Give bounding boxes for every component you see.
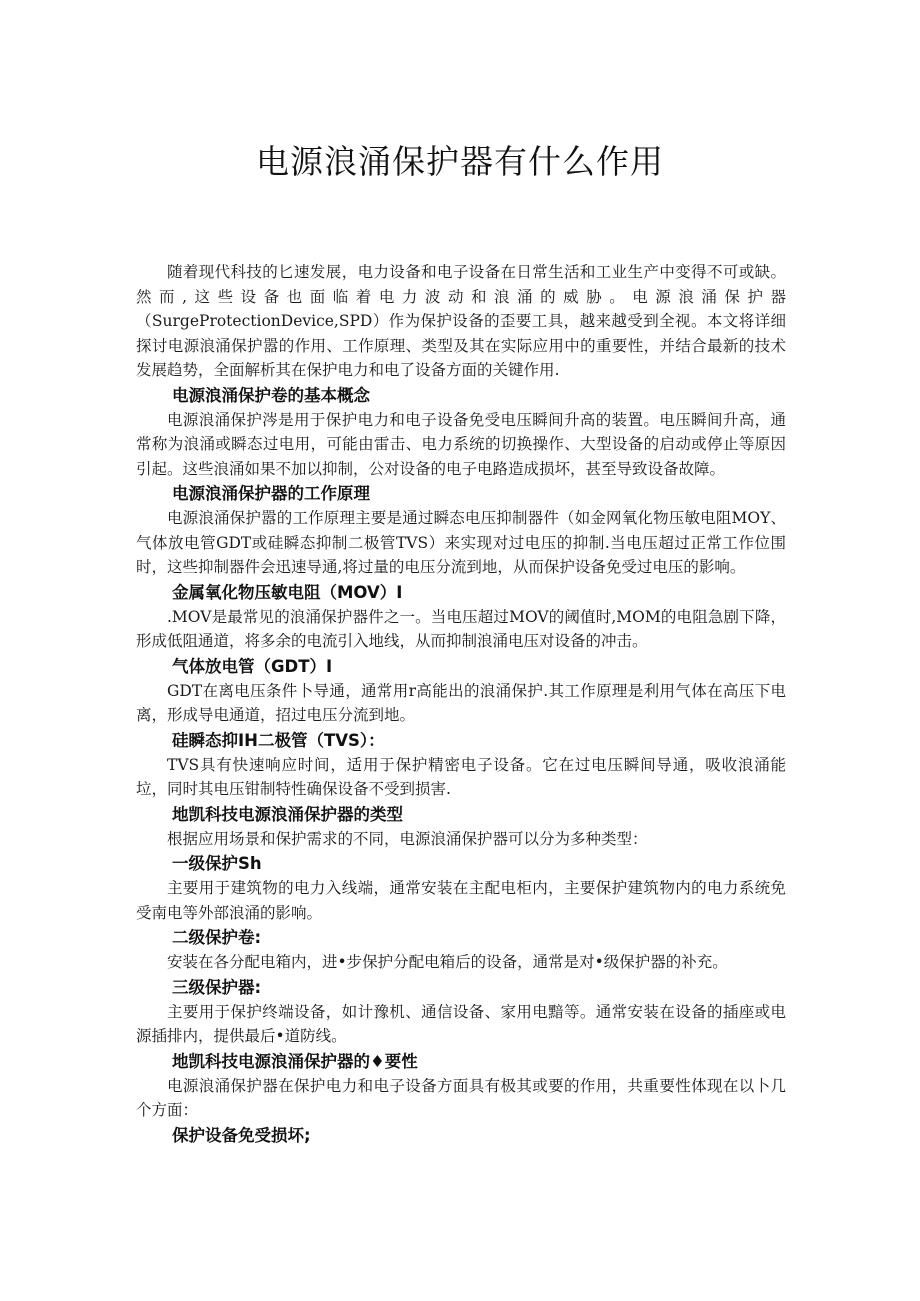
level-1-paragraph: 主要用于建筑物的电力入线端，通常安装在主配电柜内，主要保护建筑物内的电力系统免受南电等外部浪涌的影响。 [136, 879, 786, 922]
subheading-gdt: 气体放电管（GDT）I [172, 656, 333, 676]
intro-paragraph: 随着现代科技的匕速发展，电力设备和电子设备在日常生活和工业生产中变得不可或缺。然而,这些设备也面临着电力波动和浪涌的威胁。电源浪涌保护器（SurgeProtectionDevice,SPD）作为保护设备的歪要工具，越来越受到全视。本文将详细探讨电源浪涌保护嚣的作用、工作原理、类型及其在实际应用中的重要性，并结合最新的技术发展趋势，全面解析其在保护电力和电了设备方面的关键作用. [136, 263, 786, 379]
mov-paragraph: .MOV是最常见的浪涌保护器件之一。当电压超过MOV的阈值时,MOM的电阻急剧下降，形成低阻通道，将多余的电流引入地线，从而抑制浪涌电压对设备的冲击。 [136, 607, 786, 650]
gdt-paragraph: GDT在离电压条件卜导通，通常用r高能出的浪涌保护.其工作原理是利用气体在高压下电离，形成导电通道，招过电压分流到地。 [136, 681, 786, 724]
types-paragraph: 根据应用场景和保护需求的不同，电源浪涌保护器可以分为多种类型： [167, 829, 648, 848]
subheading-level-2: 二级保护卷: [172, 928, 262, 947]
document-body [136, 260, 786, 1148]
tvs-paragraph: TVS具有快速响应时间，适用于保护精密电子设备。它在过电压瞬间导通，吸收浪涌能垃，同时其电压钳制特性确保设备不受到损害. [136, 755, 786, 798]
subheading-level-3: 三级保护器: [172, 977, 262, 997]
document-title: 电源浪涌保护器有什么作用 [256, 142, 664, 181]
subheading-protect-equipment: 保护设备免受损坏; [172, 1125, 311, 1145]
section-heading-types: 地凯科技电源浪涌保护器的类型 [172, 804, 403, 824]
level-3-paragraph: 主要用于保护终端设备，如计豫机、通信设备、家用电黯等。通常安装在设备的插座或电源插排内，提供最后•道防线。 [136, 1002, 786, 1045]
basic-concept-paragraph: 电源浪涌保护涔是用于保护电力和电子设备免受电压瞬间升高的装置。电压瞬间升高，通常称为浪涌或瞬态过电用，可能由雷击、电力系统的切换操作、大型设备的启动或停止等原因引起。这些浪涌如果不加以抑制，公对设备的电子电路造成损坏，甚至导致设备故障。 [136, 410, 786, 478]
subheading-mov: 金属氧化物压敏电阻（MOV）I [172, 582, 403, 602]
section-heading-importance: 地凯科技电源浪涌保护器的♦要性 [172, 1051, 418, 1071]
level-2-paragraph: 安装在各分配电箱内，进•步保护分配电箱后的设备，通常是对•级保护器的补充。 [167, 953, 728, 971]
section-heading-working-principle: 电源浪涌保护器的工作原理 [172, 484, 370, 503]
subheading-level-1: 一级保护Sh [172, 854, 262, 873]
importance-paragraph: 电源浪涌保护器在保护电力和电子设备方面具有极其或要的作用，共重要性体现在以卜几个方面： [136, 1076, 786, 1119]
section-heading-basic-concept: 电源浪涌保护卷的基本概念 [172, 385, 370, 405]
working-principle-paragraph: 电源浪涌保护嚣的工作原理主要是通过瞬态电压抑制器件（如金网氧化物压敏电阻MOY、气体放电管GDT或硅瞬态抑制二极管TVS）来实现对过电压的抑制.当电压超过正常工作位围时，这些抑制器件会迅速导通,将过量的电压分流到地，从而保护设备免受过电压的影响。 [136, 509, 786, 576]
subheading-tvs: 硅瞬态抑IH二极管（TVS）： [172, 730, 385, 750]
